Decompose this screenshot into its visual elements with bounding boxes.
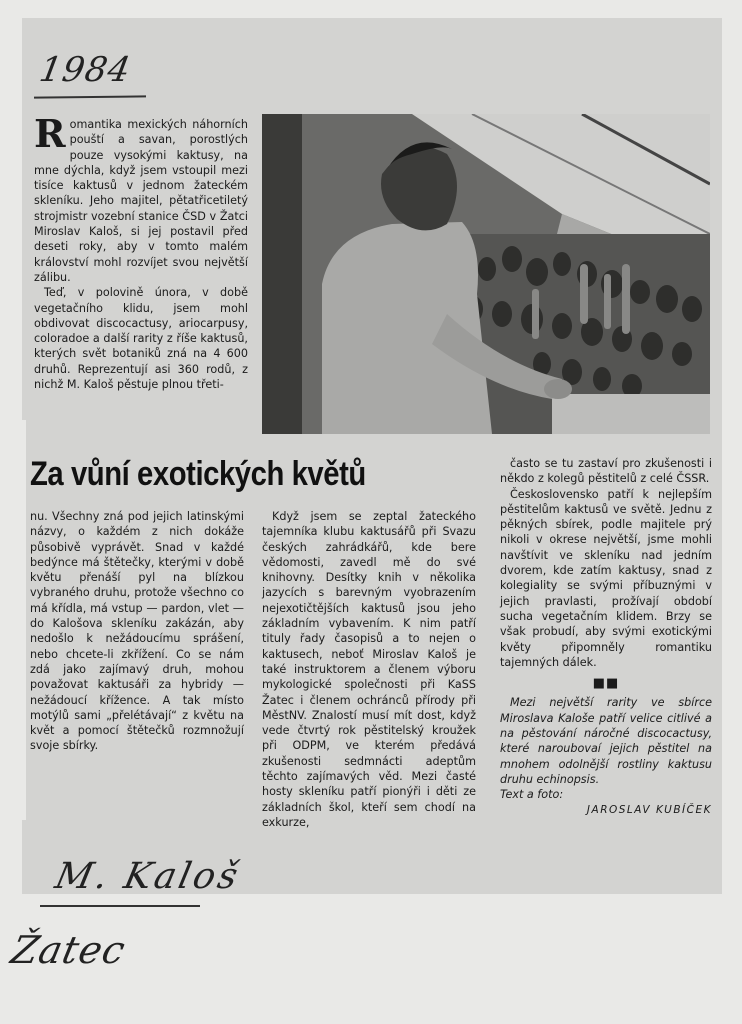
handwritten-city: Žatec xyxy=(7,928,130,972)
caption-text: Mezi největší rarity ve sbírce Miroslava Kaloše patří velice citlivé a na pěstování náročné discocactusy, které naroubovaí jejich pěstitel na mnohem odolnější rostliny kaktusu druhu echinopsis. xyxy=(500,696,712,786)
column-1 xyxy=(30,509,244,754)
column-3-paragraph-1: často se tu zastaví pro zkušenosti i někdo z kolegů pěstitelů z celé ČSSR. xyxy=(500,457,712,486)
intro-paragraph-1: omantika mexických náhorních pouští a savan, porostlých pouze vysokými kaktusy, na mne dýchla, když jsem vstoupil mezi tisíce kaktusů v jednom žateckém skleníku. Jeho majitel, pětatřicetiletý strojmistr vozební stanice ČSD v Žatci Miroslav Kaloš, si jej postavil před deseti roky, aby v tomto malém království mohl rozvíjet svou největší zálibu. xyxy=(34,118,248,284)
headline: Za vůní exotických květů xyxy=(30,455,366,493)
column-2-paragraph: Když jsem se zeptal žateckého tajemníka klubu kaktusářů při Svazu českých zahrádkářů, kde bere vědomosti, zavedl mě do své knihovny. Desítky knih v několika jazycích s barevným vyobrazením nejexotičtějších kaktusů jsou jeho základním vybavením. K nim patří tituly řady časopisů a to nejen o kaktusech, neboť Miroslav Kaloš je také instruktorem a členem výboru mykologické společnosti při KaSS Žatec i členem ochránců přírody při MěstNV. Znalostí musí mít dost, když vede čtvrtý rok pěstitelský kroužek při ODPM, ve kterém předává zkušenosti sedmnácti adeptům těchto zajímavých věd. Mezi časté hosty skleníku patří pionýři i děti ze základních škol, kteří sem chodí na exkurze, xyxy=(262,510,476,829)
intro-paragraph-2: Teď, v polovině února, v době vegetačního klidu, jsem mohl obdivovat discocactusy, ariocarpusy, coloradoe a další rarity z říše kaktusů, kterých svět botaniků zná na 4 600 druhů. Reprezentují asi 360 rodů, z nichž M. Kaloš pěstuje plnou třeti- xyxy=(34,286,248,392)
photo-caption xyxy=(500,695,712,802)
credit-label: Text a foto: xyxy=(500,788,564,802)
column-2 xyxy=(262,509,476,830)
article-photo xyxy=(262,114,710,434)
column-3-paragraph-2: Československo patří k nejlepším pěstitelům kaktusů ve světě. Jednu z pěkných sbírek, podle majitele prý nikoli v okrese největší, jsme mohli navštívit ve skleníku nad jedním dvorem, kde zatím kaktusy, snad z kolegiality se svými příbuznými v jejich pravlasti, prožívají období sucha vegetačním klidem. Brzy se však probudí, aby svými exotickými květy připomněly romantiku tajemných dálek. xyxy=(500,487,712,669)
author-byline: JAROSLAV KUBÍČEK xyxy=(586,803,712,816)
handwritten-year: 1984 xyxy=(36,50,135,90)
handwritten-signature: M. Kaloš xyxy=(51,856,245,897)
signature-underline xyxy=(40,905,200,907)
drop-cap: R xyxy=(34,111,66,156)
column-3 xyxy=(500,456,712,818)
intro-column xyxy=(34,111,248,392)
column-1-paragraph: nu. Všechny zná pod jejich latinskými názvy, o každém z nich dokáže působivě vyprávět. Snad v každé bedýnce má štětečky, kterými v době květu přenáší pyl na blízkou vybraného druhu, protože všechno co má křídla, má vstup — pardon, vlet — do Kalošova skleníku zakázán, aby nedošlo k nežádoucímu sprášení, nebo chcete-li zkřížení. Co se nám zdá jako zajímavý druh, mohou považovat kaktusáři za hybridy — nežádoucí křížence. A tak místo motýlů sami „přelétávají“ z květu na květ a pomocí štětečků rozmnožují svoje sbírky. xyxy=(30,510,244,753)
section-ornament: ■■ xyxy=(592,676,620,692)
clipping-edge xyxy=(22,420,26,820)
greenhouse-photo-illustration xyxy=(262,114,710,434)
